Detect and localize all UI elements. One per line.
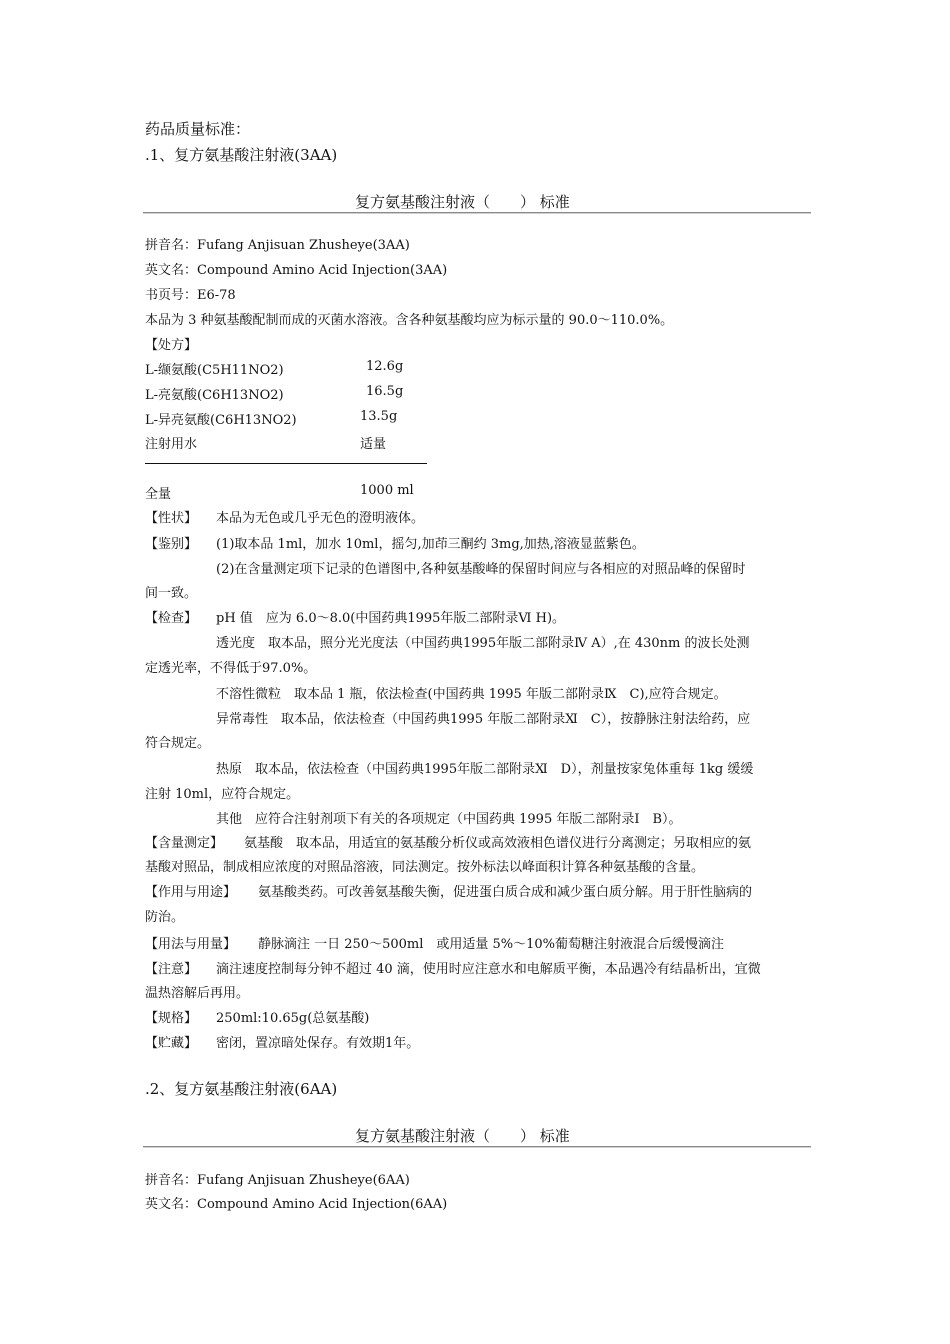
formula-item-amount: 13.5g — [360, 409, 398, 424]
title-divider — [143, 1146, 811, 1148]
intro-text: 本品为 3 种氨基酸配制而成的灭菌水溶液。含各种氨基酸均应为标示量的 90.0～110.0%。 — [145, 313, 674, 328]
english-name: 英文名：Compound Amino Acid Injection(3AA) — [145, 263, 448, 278]
note-label: 【注意】 — [145, 962, 198, 977]
standard-1-title: 复方氨基酸注射液（ ） 标准 — [355, 193, 570, 211]
total-label: 全量 — [145, 487, 172, 502]
character-label: 【性状】 — [145, 511, 198, 526]
identification-label: 【鉴别】 — [145, 537, 198, 552]
action-text: 氨基酸类药。可改善氨基酸失衡，促进蛋白质合成和减少蛋白质分解。用于肝性脑病的 — [258, 885, 753, 900]
total-value: 1000 ml — [360, 483, 414, 498]
assay-label: 【含量测定】 — [145, 836, 224, 851]
formula-item-amount: 16.5g — [366, 384, 404, 399]
formula-item-name: L-亮氨酸(C6H13NO2) — [145, 388, 284, 403]
formula-item-name: L-缬氨酸(C5H11NO2) — [145, 363, 284, 378]
inspection-other: 其他 应符合注射剂项下有关的各项规定（中国药典 1995 年版二部附录Ⅰ B）。 — [216, 812, 682, 827]
title-divider — [143, 212, 811, 214]
inspection-toxicity: 异常毒性 取本品，依法检查（中国药典1995 年版二部附录Ⅺ C），按静脉注射法给药，应 — [216, 712, 751, 727]
action-label: 【作用与用途】 — [145, 885, 237, 900]
identification-2-cont: 间一致。 — [145, 586, 198, 601]
assay-text-cont: 基酸对照品，制成相应浓度的对照品溶液，同法测定。按外标法以峰面积计算各种氨基酸的含量。 — [145, 860, 705, 875]
inspection-pyrogen-cont: 注射 10ml，应符合规定。 — [145, 787, 300, 802]
formula-item-name: 注射用水 — [145, 437, 198, 452]
usage-text: 静脉滴注 一日 250～500ml 或用适量 5%～10%葡萄糖注射液混合后缓慢滴注 — [258, 937, 725, 952]
pinyin-name: 拼音名：Fufang Anjisuan Zhusheye(6AA) — [145, 1173, 410, 1188]
storage-label: 【贮藏】 — [145, 1036, 198, 1051]
section-2-title: .2、复方氨基酸注射液(6AA) — [145, 1080, 338, 1098]
section-1-title: .1、复方氨基酸注射液(3AA) — [145, 146, 338, 164]
usage-label: 【用法与用量】 — [145, 937, 237, 952]
action-text-cont: 防治。 — [145, 910, 185, 925]
identification-2: (2)在含量测定项下记录的色谱图中,各种氨基酸峰的保留时间应与各相应的对照品峰的保留时 — [216, 562, 746, 577]
formula-item-amount: 适量 — [360, 437, 387, 452]
storage-text: 密闭，置凉暗处保存。有效期1年。 — [216, 1036, 420, 1051]
english-name: 英文名：Compound Amino Acid Injection(6AA) — [145, 1197, 448, 1212]
doc-heading: 药品质量标准： — [145, 120, 251, 138]
pinyin-name: 拼音名：Fufang Anjisuan Zhusheye(3AA) — [145, 238, 410, 253]
inspection-transmittance: 透光度 取本品，照分光光度法（中国药典1995年版二部附录Ⅳ A）,在 430nm 的波长处测 — [216, 636, 750, 651]
inspection-pyrogen: 热原 取本品，依法检查（中国药典1995年版二部附录Ⅺ D），剂量按家兔体重每 1kg 缓缓 — [216, 762, 754, 777]
note-text: 滴注速度控制每分钟不超过 40 滴，使用时应注意水和电解质平衡，本品遇冷有结晶析出，宜微 — [216, 962, 761, 977]
identification-1: (1)取本品 1ml，加水 10ml，摇匀,加茚三酮约 3mg,加热,溶液显蓝紫色。 — [216, 537, 645, 552]
inspection-transmittance-cont: 定透光率，不得低于97.0%。 — [145, 661, 317, 676]
spec-text: 250ml:10.65g(总氨基酸) — [216, 1011, 370, 1026]
character-text: 本品为无色或几乎无色的澄明液体。 — [216, 511, 425, 526]
inspection-toxicity-cont: 符合规定。 — [145, 736, 211, 751]
assay-text: 氨基酸 取本品，用适宜的氨基酸分析仪或高效液相色谱仪进行分离测定；另取相应的氨 — [244, 836, 752, 851]
formula-divider — [145, 463, 427, 464]
note-text-cont: 温热溶解后再用。 — [145, 986, 250, 1001]
formula-header: 【处方】 — [145, 338, 198, 353]
formula-item-amount: 12.6g — [366, 359, 404, 374]
spec-label: 【规格】 — [145, 1011, 198, 1026]
page-reference: 书页号：E6-78 — [145, 288, 236, 303]
inspection-particles: 不溶性微粒 取本品 1 瓶，依法检查(中国药典 1995 年版二部附录Ⅸ C),应符合规定。 — [216, 687, 727, 702]
inspection-ph: pH 值 应为 6.0～8.0(中国药典1995年版二部附录Ⅵ H)。 — [216, 611, 566, 626]
inspection-label: 【检查】 — [145, 611, 198, 626]
formula-item-name: L-异亮氨酸(C6H13NO2) — [145, 413, 297, 428]
standard-2-title: 复方氨基酸注射液（ ） 标准 — [355, 1127, 570, 1145]
